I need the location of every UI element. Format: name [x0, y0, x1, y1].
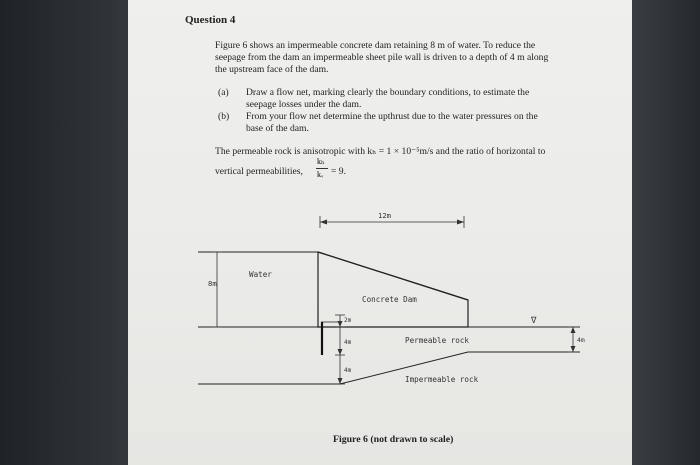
intro-line: Figure 6 shows an impermeable concrete dam retaining 8 m of water. To reduce the [215, 40, 536, 51]
dam-outline [318, 252, 468, 327]
figure-caption: Figure 6 (not drawn to scale) [333, 434, 454, 445]
dam-sloped-face [318, 252, 468, 300]
item-b-label: (b) [218, 111, 230, 122]
intro-line: seepage from the dam an impermeable sheet pile wall is driven to a depth of 4 m along [215, 52, 549, 63]
dimension-4m-label: 4m [344, 367, 352, 374]
dimension-12m-label: 12m [378, 211, 391, 220]
layer-arrowhead-top [571, 327, 576, 333]
right-4m-label: 4m [577, 336, 585, 344]
pile-arrowhead [338, 321, 343, 327]
fraction-denominator: kᵥ [317, 170, 324, 179]
permeability-line2-suffix: = 9. [331, 166, 347, 177]
layer-arrowhead-bottom [571, 346, 576, 352]
permeable-rock-label: Permeable rock [405, 336, 470, 345]
dimension-4m-label: 4m [344, 339, 352, 346]
dam-figure [128, 0, 632, 465]
item-a-line: Draw a flow net, marking clearly the boundary conditions, to estimate the [246, 87, 530, 98]
item-b-line: base of the dam. [246, 123, 309, 134]
permeability-line2-prefix: vertical permeabilities, [215, 166, 303, 177]
question-title: Question 4 [185, 14, 236, 26]
pile-arrowhead [338, 349, 343, 355]
monitor-bezel-left [0, 0, 128, 465]
item-b-line: From your flow net determine the upthrust due to the water pressures on the [246, 111, 538, 122]
permeability-line1: The permeable rock is anisotropic with kₕ = 1 × 10⁻⁵m/s and the ratio of horizontal to [215, 146, 546, 157]
document-page [128, 0, 632, 465]
water-table-icon: ∇ [531, 316, 537, 326]
item-a-line: seepage losses under the dam. [246, 99, 362, 110]
fraction-numerator: kₕ [317, 157, 325, 166]
dimension-2m-label: 2m [344, 317, 352, 324]
monitor-bezel-right [632, 0, 700, 465]
item-a-label: (a) [218, 87, 229, 98]
arrowhead-left [320, 220, 327, 225]
concrete-dam-label: Concrete Dam [362, 295, 417, 304]
water-label: Water [249, 270, 272, 279]
arrowhead-right [457, 220, 464, 225]
impermeable-rock-label: Impermeable rock [405, 375, 479, 384]
water-depth-label: 8m [208, 279, 217, 288]
intro-line: the upstream face of the dam. [215, 64, 329, 75]
impermeable-boundary [198, 352, 580, 384]
